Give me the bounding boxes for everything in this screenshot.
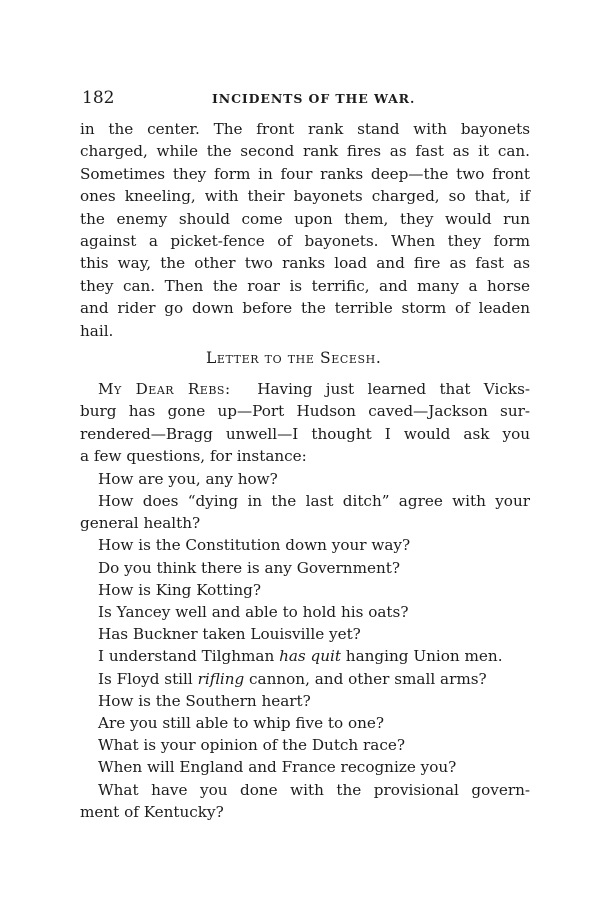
text-fragment: cannon, and other small arms? bbox=[244, 669, 487, 688]
question-line: How is King Kotting? bbox=[98, 580, 262, 599]
text-fragment: hanging Union men. bbox=[340, 647, 503, 666]
question-line: Is Yancey well and able to hold his oats? bbox=[98, 602, 409, 621]
text-line: Sometimes they form in four ranks deep—the two front bbox=[80, 164, 530, 183]
question-line bbox=[80, 668, 530, 690]
question-line: Has Buckner taken Louisville yet? bbox=[98, 625, 361, 644]
question-line: How does “dying in the last ditch” agree with your bbox=[98, 491, 530, 510]
italic-text: has quit bbox=[279, 647, 341, 666]
text-fragment: I understand Tilghman bbox=[98, 647, 280, 666]
text-line: this way, the other two ranks load and fire as fast as bbox=[80, 254, 530, 273]
question-list bbox=[80, 468, 530, 823]
text-line: charged, while the second rank fires as fast as it can. bbox=[80, 142, 530, 161]
question-line: Do you think there is any Government? bbox=[98, 558, 401, 577]
text-line: they can. Then the roar is terrific, and many a horse bbox=[80, 276, 530, 295]
text-line bbox=[80, 378, 530, 400]
section-heading: Letter to the Secesh. bbox=[206, 349, 382, 368]
text-line: a few questions, for instance: bbox=[80, 447, 307, 466]
text-line: against a picket-fence of bayonets. When they form bbox=[80, 232, 530, 251]
question-line: Are you still able to whip five to one? bbox=[98, 713, 385, 732]
question-line: What is your opinion of the Dutch race? bbox=[98, 736, 405, 755]
question-line bbox=[80, 645, 530, 667]
question-line: How are you, any how? bbox=[98, 469, 278, 488]
salutation: My Dear Rebs: bbox=[98, 380, 231, 399]
italic-text: rifling bbox=[197, 669, 245, 688]
text-line: hail. bbox=[80, 321, 114, 340]
page-number: 182 bbox=[82, 88, 115, 108]
running-head bbox=[80, 88, 530, 112]
paragraph-infantry-formation bbox=[80, 118, 530, 342]
text-fragment: Is Floyd still bbox=[98, 669, 198, 688]
text-line: ones kneeling, with their bayonets charged, so that, if bbox=[80, 187, 530, 206]
question-line: What have you done with the provisional govern- bbox=[98, 780, 530, 799]
text-line: rendered—Bragg unwell—I thought I would ask you bbox=[80, 424, 530, 443]
question-line: general health? bbox=[80, 514, 201, 533]
question-line: How is the Southern heart? bbox=[98, 691, 311, 710]
book-page bbox=[80, 88, 530, 823]
text-line: and rider go down before the terrible storm of leaden bbox=[80, 299, 530, 318]
question-line: When will England and France recognize you? bbox=[98, 758, 457, 777]
text-line: in the center. The front rank stand with bayonets bbox=[80, 120, 530, 138]
text-line-content: Having just learned that Vicks- bbox=[257, 380, 530, 399]
question-line: How is the Constitution down your way? bbox=[98, 536, 411, 555]
text-line: the enemy should come upon them, they would run bbox=[80, 209, 530, 228]
question-line: ment of Kentucky? bbox=[80, 802, 224, 821]
running-title: INCIDENTS OF THE WAR. bbox=[212, 91, 416, 106]
text-line: burg has gone up—Port Hudson caved—Jackson sur- bbox=[80, 402, 530, 421]
letter-opening bbox=[80, 378, 530, 468]
